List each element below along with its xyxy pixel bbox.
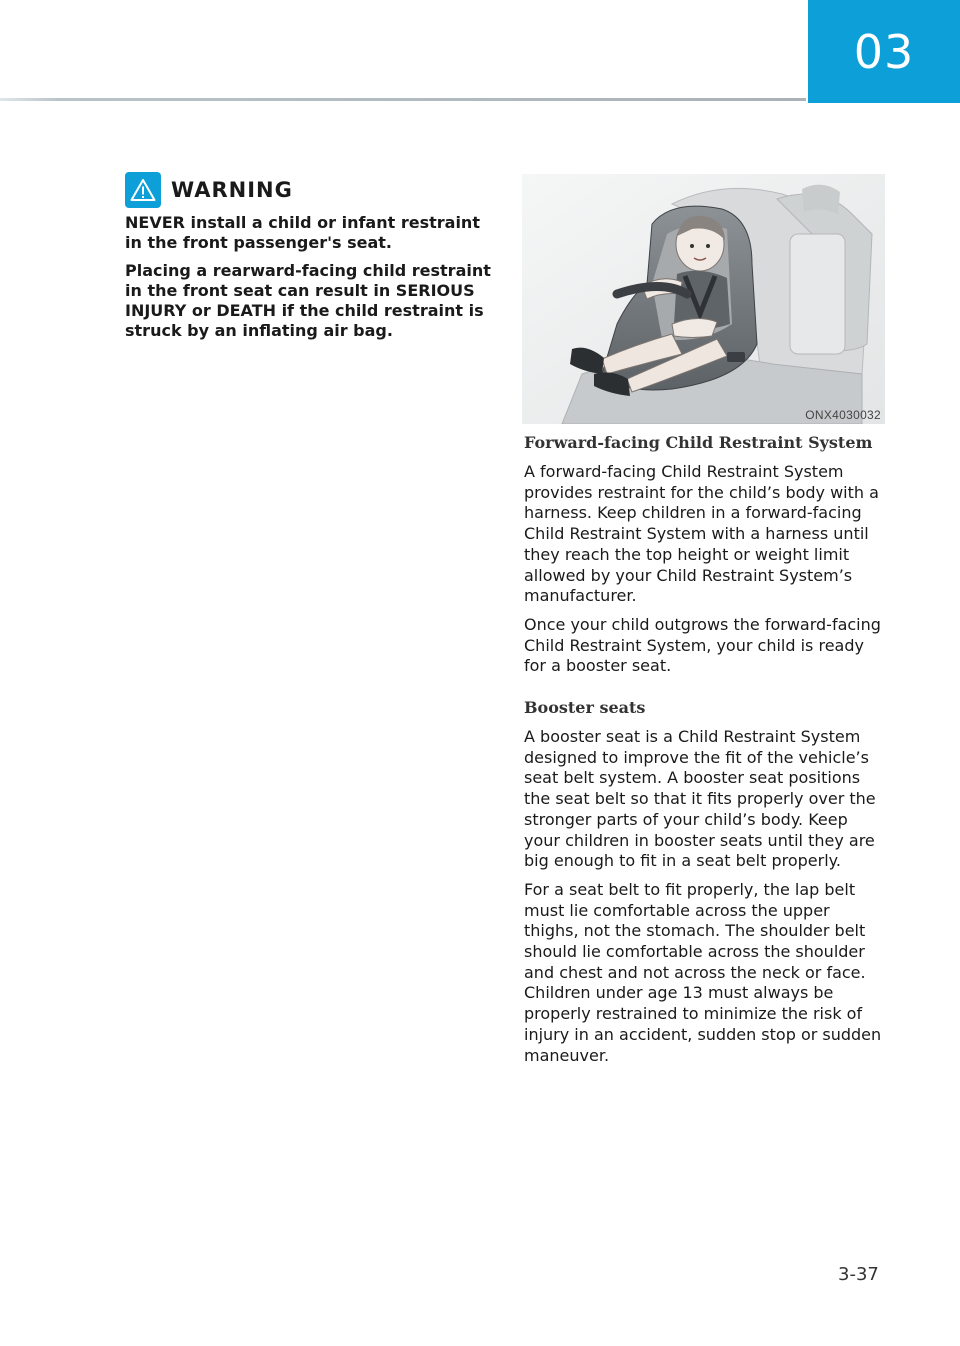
warning-label: WARNING: [171, 178, 293, 202]
warning-body: [125, 213, 495, 349]
child-seat-illustration: [522, 174, 885, 424]
body-paragraph: A booster seat is a Child Restraint System designed to improve the fit of the vehicle’s seat belt system. A booster seat positions the seat belt so that it fits properly over the stronger parts of your child’s body. Keep your children in booster seats until they are big enough to fit in a seat belt properly.: [524, 727, 876, 871]
right-column: [524, 432, 888, 1074]
section-heading-booster-seats: Booster seats: [524, 698, 646, 718]
warning-triangle-icon: [125, 172, 161, 208]
header-divider: [0, 98, 806, 101]
warning-paragraph: NEVER install a child or infant restraint in the front passenger's seat.: [125, 213, 480, 252]
warning-header: [125, 172, 293, 208]
section-heading-forward-facing: Forward-facing Child Restraint System: [524, 433, 873, 452]
chapter-number: 03: [853, 24, 915, 79]
chapter-tab: [808, 0, 960, 103]
page-number: 3-37: [838, 1264, 879, 1285]
body-paragraph: For a seat belt to fit properly, the lap belt must lie comfortable across the upper thighs, not the stomach. The shoulder belt should lie comfortable across the shoulder and chest and not across the neck or face. Children under age 13 must always be properly restrained to minimize the risk of injury in an accident, sudden stop or sudden maneuver.: [524, 879, 882, 1065]
illustration-drawing: [522, 174, 885, 424]
body-paragraph: Once your child outgrows the forward-facing Child Restraint System, your child is ready for a booster seat.: [524, 614, 881, 676]
figure-code: ONX4030032: [805, 408, 881, 422]
section-spacer: [524, 685, 888, 697]
warning-paragraph: Placing a rearward-facing child restraint in the front seat can result in SERIOUS INJURY or DEATH if the child restraint is struck by an inflating air bag.: [125, 261, 491, 340]
body-paragraph: A forward-facing Child Restraint System provides restraint for the child’s body with a harness. Keep children in a forward-facing Child Restraint System with a harness until they reach the top height or weight limit allowed by your Child Restraint System’s manufacturer.: [524, 462, 879, 606]
